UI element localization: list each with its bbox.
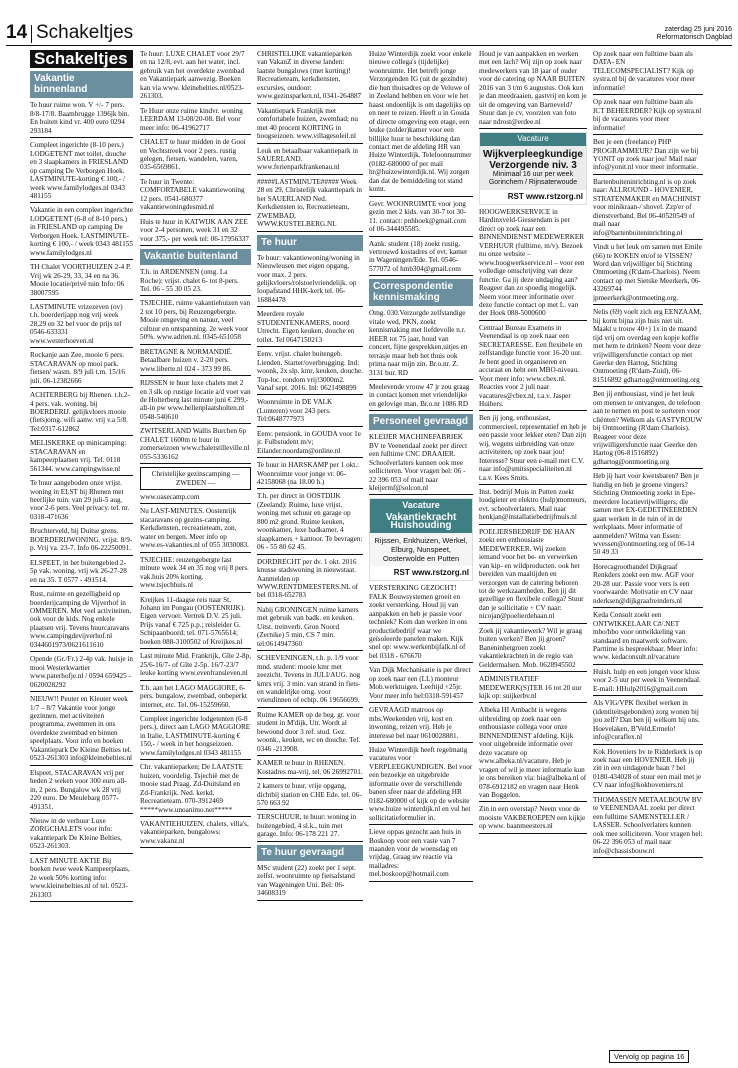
ad-text: Huish. hulp en een jongen voor kluss voor 2-5 uur per week in Veenendaal. E-mail: HHulp2016@gmail.com <box>593 667 701 693</box>
classified-ad <box>257 461 363 489</box>
classified-ad <box>30 857 133 902</box>
banner-wijk-region: Gorinchem / Rijnsaterwoude <box>488 178 578 186</box>
classified-ad <box>140 715 251 760</box>
classified-ad <box>593 796 703 858</box>
classified-ad <box>479 50 587 129</box>
ads-col4-c <box>369 433 473 495</box>
ad-text: KAMER te huur in RHENEN. Kostadres ma-vrij, tel. 06 26992701. <box>257 759 363 776</box>
classified-ad <box>593 178 703 240</box>
ad-text: Zin in een overstap? Neem voor de mooiste VAKBEROEPEN een kijkje op www. baanmeesters.nl <box>479 805 586 831</box>
classified-ad <box>593 138 703 175</box>
ads-col3-a <box>257 50 363 232</box>
classified-ad <box>257 558 363 603</box>
ad-text: Te Huur onze ruime kindvr. woning LEERDAM 13-08/20-08. Bel voor meer info: 06-41962717 <box>140 106 243 132</box>
classified-ad <box>257 107 363 144</box>
ad-text: Inst. bedrijf Muis in Putten zoekt loodgieter en elektro (hulp)monteurs, evt. schoolverlaters. Mail naar henkjan@installatiebedrijfmuis.nl <box>479 488 587 522</box>
ad-text: DORDRECHT per dv. 1 okt. 2016 knusse stadswoning in nieuwstaat. Aanmelden op WWW.RENTDMEESTERS.NL of bel 0318-652783 <box>257 557 359 600</box>
classified-ad <box>140 50 251 104</box>
classified-ad <box>479 414 587 485</box>
category-te-huur: Te huur <box>257 235 363 251</box>
classified-ad <box>140 684 251 712</box>
classified-ad <box>30 439 133 476</box>
section-title: Schakeltjes <box>36 22 134 43</box>
ad-text: T.h. in ARDENNEN (omg. La Roche): vrijst. chalet 6- tot 8-pers. Tel. 06 - 55 30 05 23. <box>140 268 239 293</box>
classified-ad <box>257 50 363 104</box>
ad-text: KLEIJER MACHINEFABRIEK BV te Veenendaal zoekt per direct een fulltime CNC DRAAIER. Schoolverlaters kunnen ook mee solliciteren. Voor vragen bel: 06 - 22 396 053 of mail naar kleijermf@solcon.nl <box>369 433 468 493</box>
ad-text: GEVRAAGD matroos op mbs.Weekenden vrij, kost en inwoning, reizen vrij. Heb je interesse bel naar 0610028881. <box>369 706 459 740</box>
banner-wijk-body <box>480 146 586 190</box>
classified-ad <box>30 590 133 652</box>
ad-text: Eenv. vrijst. chalet buitengeb. Lienden. Starter/overbrugging. Ind: woonk, 2x slp. kmr, keuken, douche. Top-loc. rondom vrij!3000m2. Vanaf sept. 2016. Inl: 0621498899 <box>257 350 363 392</box>
ad-text: Bartenbuiteninrichting.nl is op zoek naar: ALLROUND - HOVENIER, STRATENMAKER en MACHINIST voor minikraan-/ shovel. Zzp'er of dienstverband. Bel 06-40520549 of mail naar info@bartenbuiteninrichting.nl <box>593 177 701 237</box>
classified-ad <box>257 711 363 756</box>
ad-text: ELSPEET, in het buitengebied 2-5p vak. woning. vrij wk 26-27-28 en na 35. T 0577 - 491514. <box>30 558 127 584</box>
classified-ad <box>140 379 251 424</box>
classified-ad <box>479 324 587 412</box>
ad-text: SCHEVENINGEN, t.h. p. 1/9 voor mnd. student: mooie kmr met zeezicht. Tevens in JULI/AUG. nog kmrs vrij. 3 min. van strand in fiets- en wandelrijke omg. voor vriendinnen of echtp. 06 19656699. <box>257 654 361 705</box>
classified-ad <box>593 611 703 665</box>
ad-text: NIEUW!! Peuter en Kleuter week 1/7 – 8/7 Vakantie voor jonge gezinnen. met activiteiten programma, zwemmen in ons overdekte zwembad en binnen speelplaats. Voor info en boeken Vakantiepark De Kleine Belties tel. 0523-261303 info@kleinebelties.nl <box>30 695 133 763</box>
ad-text: ACHTERBERG bij Rhenen. t.h.2-4 pers. vak. woning. bij BOERDERIJ. gelijkvloers mooie (fiets)omg. wifi aanw. vrij v.a 5/8. Tel:0317-612862 <box>30 391 130 433</box>
ad-text: TERSCHUUR, te huur: woning in buitengebied, 4 sl.k., tuin met garage. Info: 06-178 221 27. <box>257 813 357 839</box>
banner-wijk-sub: Minimaal 16 uur per week <box>492 170 574 178</box>
ad-text: LAST MINUTE AKTIE Bij boeken twee week Kampeerplaats, 2e week 50% korting info: www.kleinebelties.nl of tel. 0523-261303 <box>30 856 130 899</box>
classified-ad <box>369 240 473 277</box>
banner-url: www.rstzorg.nl <box>411 567 469 577</box>
ads-col3-c <box>257 864 363 901</box>
classified-ad <box>30 479 133 524</box>
ad-text: TSJECHIE: reuzengebergte last minute week 34 en 35 nog vrij 8 pers. vak.huis 20% korting. www.tsjechhuis.nl <box>140 555 249 590</box>
ad-text: LASTMINUTE vrizezeven (ov) t.h. boerderijapp nog vrij week 28,29 en 32 bel voor de prijs tel 0546-633331 www.westerhoeven.nl <box>30 302 123 345</box>
ad-text: T.h. per direct in OOSTDIJK (Zeeland): Ruime, luxe vrijst. woning met schuur en garage op 800 m2 grond. Ruime keuken, woonkamer, luxe badkamer, 4 slaapkamers + kantoor. Te bevragen: 06 - 55 80 62 45. <box>257 492 363 552</box>
banner-url: www.rstzorg.nl <box>525 191 583 201</box>
classified-ad <box>369 50 473 197</box>
ad-text: Ben jij enthousiast, vind je het leuk om mensen te ontvangen, de telefoon aan te nemen en post te sorteren voor cliënten? Welkom als GASTVROUW bij Ontmoeting (R'dam Charlois). Reageer voor deze vrijwilligersfunctie naar Geerke den Hartog (06-81516892) gdhartog@ontmoeting.org <box>593 390 703 466</box>
classified-ad <box>593 243 703 305</box>
ad-text: Te huur ruime won. V +/- 7 pers. 8/8-17/8. Baambrugge 1396jk bin. En buiten kind vr. 400 euro 0294 293184 <box>30 101 130 135</box>
ad-text: Te huur: LUXE CHALET voor 29/7 en na 12/8, evt. aan het water, incl. gebruik van het overdekte zwembad en Vakantiepark aanwezig. Boeken kan via www. kleinebelties.nl/0523-261303. <box>140 50 245 101</box>
ad-text: Op zoek naar een fulltime baan als ICT BEHEERDER? Kijk op systra.nl bij de vacatures voor meer informatie! <box>593 98 702 132</box>
category-label: Vakantie buitenland <box>144 251 238 263</box>
ads-col6 <box>593 50 703 858</box>
classified-ad <box>369 383 473 411</box>
classified-ad <box>140 596 251 650</box>
classified-ad <box>479 627 587 672</box>
classified-ad <box>479 528 587 624</box>
rst-logo-text: RST <box>393 567 410 577</box>
classified-ad <box>593 308 703 387</box>
banner-rst-logo <box>370 566 472 580</box>
classified-ad <box>479 208 587 321</box>
classified-ad <box>593 668 703 696</box>
ad-text: BRETAGNE & NORMANDIË. Betaalbare huizen v. 2-20 pers. www.liberte.nl 024 - 373 99 86. <box>140 347 233 373</box>
classified-ad <box>30 769 133 814</box>
ad-text: Heb jij hart voor kwetsbaren? Ben je handig en heb je groene vingers? Stichting Ontmoeting zoekt in Epe-meerdere locatievrijwilligers, die samen met EX-GEDETINEERDEN gaan werken in de tuin of in de werkplaats. Meer informatie of aanmelden? Wilma van Essen: wvessen@ontmoeting.org of 06-14 50 49 33 <box>593 472 699 557</box>
ad-text: Compleet ingerichte (8-10 pers.) LODGETENT met toilet, douche en 3 slaapkamers in FRIESLAND op camping De Verborgen Hoek. LASTMINUTE-korting € 100,- / week www.familylodges.nl 0343 481155 <box>30 141 129 200</box>
ad-text: ZWITSERLAND Wallis Burchen 6p CHALET 1600m te huur in zomerseizoen www.chaletstilleville.nl 055-5336162 <box>140 427 250 461</box>
ad-text: Omg. 030.Verzorgde zelfstandige vitale wed, PKN, zoekt kennismaking met liefdevolle n.r. HEER tot 75 jaar, houd van concert, fijne gesprekken,uitjes en terrasje maar heb het thuis ook prima naar mijn zin. Br.o.nr. Z. 3131 bur. RD <box>369 309 468 377</box>
ad-text: Te huur aangeboden onze vrijst. woning in ELST bij Rhenen met heerlijke tuin. van 29 juli-5 aug. voor 2-6 pers. Veel privacy. tel. nr. 0318-471636 <box>30 479 130 521</box>
column-4 <box>369 50 473 1062</box>
ads-col1 <box>30 101 133 902</box>
ad-text: TH Chalet VOORTHUIZEN 2-4 P. Vrij wk 26-29, 33, 34 en na 36. Mooie locatie/privé tuin Info: 06 38007595 <box>30 263 132 297</box>
classified-ad <box>140 652 251 680</box>
page-header <box>0 0 738 46</box>
classified-ad <box>593 699 703 744</box>
ad-text: Huize Winterdijk heeft regelmatig vacatures voor VERPLEEGKUNDIGEN. Bel voor een bezoekje en uitgebreide informatie over de verschillende banen sfeer naar de afdeling HR 0182-680000 of kijk op de website www.huize winterdijk.nl en vul het sollicitatieformulier in. <box>369 746 473 822</box>
classified-ad <box>479 706 587 802</box>
wijkverpleegkundige-banner[interactable] <box>479 132 587 205</box>
ad-text: Albeka HI Ambacht is wegens uitbreiding op zoek naar een enthousiaste collega voor onze BINNENDIENST afdeling. Kijk voor uitgebreide informatie over deze vacature op www.albeka.nl/vacature. Heb je vragen of wil je meer informatie kun je ons bereiken via: hia@albeka.nl of 078-6912182 en vragen naar Henk van Boggelen. <box>479 706 587 799</box>
ad-text: Bruchterveld, bij Duitse grens. BOERDERIJWONING. vrijst. 8/9-p. Vrij va. 23-7. Info 06-22250091. <box>30 527 133 553</box>
classified-ad <box>257 759 363 779</box>
header-date-block <box>657 26 732 42</box>
classified-ad <box>30 817 133 854</box>
classified-ad <box>593 98 703 135</box>
classified-ad <box>369 433 473 495</box>
ad-text: Chr. vakantieparken; De LAATSTE huizen, voordelig. Tsjechië met de mooie stad Praag. Zd-Duitsland en Zd-Frankrijk. Ned. kerkd. Recreatieteam. 070-3912469 *****www.unoanimo.net***** <box>140 763 243 814</box>
classified-ad <box>30 527 133 555</box>
classified-ad <box>30 303 133 348</box>
ad-text: Compleet ingerichte lodgetenten (6-8 pers.), direct aan LAGO MAGGIORE in Italie, LASTMINUTE-korting € 150,- / week in het hoogseizoen. www.familylodges.nl 0343 481155 <box>140 715 251 757</box>
ad-text: Kreijkes 11-daagse reis naar St. Johann im Pongau (OOSTENRIJK). Eigen vervoer. Vertrek D.V. 25 juli. Prijs vanaf € 725 p.p.; reisleider G. Schipaanboord; tel. 071-5765614; boeken 088-3100502 of Kreijkes.nl <box>140 595 246 646</box>
ad-text: Huize Winterdijk zoekt voor enkele nieuwe collega's (tijdelijke) woonruimte. Het betreft jonge Verzorgenden IG (uit de gezindte) die hun thuisadres op de Veluwe of in Zeeland hebben en voor wie het haast ondoenlijk is om dagelijks op en neer te reizen. Heeft u in Gouda of directe omgeving een etage, een leuke (zolder)kamer voor een billijke huur te beschikking dan contact met de afdeling HR van Huize Winterdijk. Telefoonnummer (0182-680000 of per mail hr@huizewinterdijk.nl. Wij zorgen dan dat de bemiddeling tot stand komt. <box>369 50 472 194</box>
classified-ad <box>30 206 133 260</box>
ad-text: Gevr. WOONRUIMTE voor jong gezin met 2 kids. van 30-7 tot 30-11. contact: pnhhoek@gmail.com of 06-344495585. <box>369 199 467 234</box>
ad-text: CHALET te huur midden in de Gooi en Vechtstreek voor 2 pers. rustig gelegen, fietsen, wandelen, varen, 035-6569861. <box>140 138 246 172</box>
column-3 <box>257 50 363 1062</box>
classified-ad <box>140 763 251 817</box>
ad-text: ADMINISTRATIEF MEDEWERK(S)TER 16 tot 20 uur kijk op: suijkerbv.nl <box>479 675 582 700</box>
ad-text: Vakantiepark Frankrijk met comfortabele huizen, zwembad; nu met 40 procent KORTING in hoogseizoen. www.villagesoleil.nl <box>257 106 358 141</box>
page-number: 14 <box>6 22 28 43</box>
classified-ad <box>140 427 251 464</box>
banner-vakantiekracht-title: Vakantiekracht Huishouding <box>370 512 472 533</box>
classified-ad <box>30 695 133 766</box>
ad-text: Aank. student (18) zoekt rustig, vertrouwd kostadres of evt. kamer in Wageningen/Ede. Tel. 0546-577072 of hmb304@gmail.com <box>369 239 468 273</box>
ads-col2-b <box>140 268 251 464</box>
classified-ad <box>257 813 363 841</box>
ad-text: Te huur in Twente: COMFORTABELE vakantiewoning 12 pers. 0541-680377 vakantiewoningdesmid.nl <box>140 177 245 212</box>
classified-ad <box>257 147 363 175</box>
category-vakantie-buitenland <box>140 249 251 265</box>
classified-ad <box>30 263 133 300</box>
ads-col2-c <box>140 493 251 848</box>
classified-ad <box>257 654 363 708</box>
ads-col2-a <box>140 50 251 246</box>
ad-text: Opende (Gr./Fr.) 2-4p vak. huisje in mooi Westerkwartier www.paterhofje.nl / 0594 659425 - 0620028292 <box>30 655 133 689</box>
ad-text: Ruime KAMER op de beg. gr. voor student in M'dijk, Utr. Wordt al bewoond door 3 ref. stud. Gez. woonk., keuken, wc en douche. Tel. 0346 -213908. <box>257 710 361 753</box>
classified-ad <box>30 101 133 138</box>
classified-ad <box>140 507 251 552</box>
ad-text: Keda Consult zoekt een ONTWIKKELAAR C#/.NET mbo/hbo voor ontwikkeling van standaard en maatwerk software. Parttime is bespreekbaar. Meer info: www. kedaconsult.nl/vacature <box>593 611 698 662</box>
classified-ad <box>257 398 363 426</box>
ad-text: CHRISTELIJKE vakantieparken van VakanZ in diverse landen: laatste bungalows (met korting)! Recreatieteam, kerkdiensten, excursies, outdoor: www.gezinsparken.nl, 0341-264887 <box>257 50 362 101</box>
ads-col4-b <box>369 309 473 411</box>
ads-col4-d <box>369 584 473 882</box>
ad-text: Nelis (69) voelt zich erg EENZAAM, hij komt bijna zijn huis niet uit. Maakt u trouw 40+) 1x in de maand tijd vrij om overdag een kopje koffie met hem te drinken? Neem voor deze vrijwilligersfunctie contact op met Geerke den Hartog, Stichting Ontmoeting (R'dam-Zuid), 06-81516892 gdhartog@ontmoeting.org <box>593 308 702 384</box>
classified-ad <box>593 748 703 793</box>
classified-ad <box>369 828 473 882</box>
ad-text: VAKANTIEHUIZEN, chalets, villa's, vakantieparken, bungalows: www.vakanz.nl <box>140 819 249 845</box>
banner-vacature-label: Vacature <box>370 499 472 511</box>
ad-text: Woonruimte in DE VALK (Lunteren) voor 243 pers. Tel:0648777973 <box>257 398 333 424</box>
banner-vacature-label: Vacature <box>480 133 586 145</box>
ad-text: MELISKERKE op minicamping: STACARAVAN en kampeerplaatsen vrij. Tel. 0118 561344. www.campingwisse.nl <box>30 439 127 473</box>
issue-date: zaterdag 25 juni 2016 <box>664 26 732 33</box>
ad-text: Van Dijk Mechanisatie is per direct op zoek naar een (LL) monteur Mob.werktuigen. Leeftijd +25jr. Voor meer info bel:0318-591457 <box>369 666 471 700</box>
ad-text: Centraal Bureau Examens in Veenendaal is op zoek naar een SECRETARESSE. Een flexibele en zelfstandige functie voor 16-20 uur. Je bent goed in organiseren en accuraat en hebt een MBO-niveau. Voor meer info: www.cbex.nl. Reacties voor 2 juli naar vacatures@cbex.nl, t.a.v. Jasper Huibers. <box>479 323 583 408</box>
ad-text: Nu LAST-MINUTES. Oostenrijk stacaravans op gezins-camping. Kerkdiensten, recreatieteam, zon, water en bergen. Meer info op www.es-vakanties.nl of 055 3030083. <box>140 507 249 550</box>
classified-ad <box>257 782 363 810</box>
header-divider <box>31 25 32 43</box>
classified-ad <box>369 746 473 825</box>
classified-ad <box>369 584 473 663</box>
classified-ad <box>593 563 703 608</box>
ads-col5-b <box>479 208 587 834</box>
ad-text: T.h. aan het LAGO MAGGIORE, 6-pers. bungalow, zwembad, onbeperkt internet, etc. Tel. 06-15259660. <box>140 683 247 709</box>
ads-col5-a <box>479 50 587 129</box>
classified-ad <box>140 820 251 848</box>
ad-text: Als VIG/VPK flexibel werken in (identiteitsgebonden) zorg wonen bij jou zelf? Dan ben jij welkom bij ons. Hoevelaken, B'Veld,Ermelo! info@curaflex.nl <box>593 699 700 742</box>
classified-ad <box>257 178 363 232</box>
ad-text: Meelevende vrouw 47 jr zou graag in contact komen met vriendelijke en gelovige man. Br.o.nr 1086 RD <box>369 382 470 408</box>
ad-text: Eenv. pensionk. in GOUDA voor 1e jr. Fulbstudent m/v; Eilander.noordam@online.nl <box>257 429 361 455</box>
banner-wijk-title: Wijkverpleegkundige Verzorgende niv. 3 <box>483 148 583 171</box>
ad-text: Vakantie in een compleet ingerichte LODGETENT (6-8 of 8-10 pers.) in FRIESLAND op camping De Verborgen Hoek. LASTMINUTE-korting € 100,- / week 0343 481155 www.familylodges.nl <box>30 206 133 257</box>
ad-text: Lieve oppas gezocht aan huis in Boskoop voor een vaste van 7 maanden voor de woensdag en vrijdag. Graag uw reactie via mailadres: mel.boskoop@hotmail.com <box>369 828 462 879</box>
gezinscamping-box <box>140 467 251 490</box>
classified-ad <box>140 218 251 246</box>
ad-text: VERSTERKING GEZOCHT! FALK Bouwsystemen groeit en zoekt versterking. Houd jij van aanpakken en heb je passie voor techniek? Kom dan werken in ons productiebedrijf waar we geïsoleerde panelen maken. Kijk snel op: www.werkenbijfalk.nl of bel 0318 - 676670 <box>369 584 467 660</box>
classified-ad <box>369 200 473 237</box>
classified-ad <box>140 348 251 376</box>
category-personeel-gevraagd: Personeel gevraagd <box>369 414 473 430</box>
classified-ad <box>257 430 363 458</box>
banner-rst-logo <box>480 190 586 204</box>
classified-ad <box>140 138 251 175</box>
column-2 <box>140 50 251 1062</box>
column-1 <box>30 50 133 1062</box>
header-rule <box>6 45 732 46</box>
ad-text: TSJECHIE, ruime vakantiehuizen van 2 tot 10 pers, bij Reuzengebergte. Mooie omgeving en natuur, veel cultuur en ontspanning. 2e week voor 50%. www.adrien.nl. 0345-651058 <box>140 299 251 342</box>
classified-ad <box>593 390 703 469</box>
category-te-huur-gevraagd: Te huur gevraagd <box>257 845 363 861</box>
ads-col4-a <box>369 50 473 276</box>
classified-ad <box>140 178 251 215</box>
ad-text: Huis te huur in KATWIJK AAN ZEE voor 2-4 personen, week 31 en 32 voor 375,- per week tel: 06-17956337 <box>140 217 249 243</box>
ad-text: Leuk en betaalbaar vakantiepark in SAUERLAND. www.ferienparkfrankenau.nl <box>257 146 358 172</box>
classified-ad <box>257 310 363 347</box>
classified-ad <box>479 805 587 833</box>
ad-text: MSc student (22) zoekt per 1 sept. zelfst. woonruimte op fietsafstand van Wageningen Uni. Bel: 06-34608319 <box>257 863 356 898</box>
ad-text: Te huur: vakantiewoning/woning in Nieuwleusen met eigen opgang, voor max. 2 pers. gelijkvloers/rolstoelvriendelijk. op loopafstand HHK-kerk tel. 06-16884478 <box>257 253 360 304</box>
ad-text: Zoek jij vakantiewerk? Wil je graag buiten werken? Ben jij groen? Baneninhetgroen zoekt vakantiekrachten in de regio van Geldermalsen. Mob. 0628945502 <box>479 626 583 669</box>
ad-text: Horecagroothandel Dijkgraaf Renkders zoekt een mw. AGF voor 20-28 uur. Passie voor vers is een voorwaarde: Motivatie en CV naar nderksen@dijkgraafreinders.nl <box>593 562 694 605</box>
classified-ad <box>257 864 363 901</box>
ad-text: Nabij GRONINGEN ruime kamers met gebruik van badk. en keuken. Uitst. treinverb. Gron Noord (Zernike) 5 min, CS 7 min. tel:0614947360 <box>257 605 359 648</box>
gezinscamping-title: Christelijke gezinscamping — ZWEDEN — <box>151 470 240 487</box>
ad-text: Elspeet, STACARAVAN vrij per heden 2 weken voor 300 euro all-in, 2 pers. Bungalow wk 28 vrij 220 euro. De Meulebarg 0577-491351. <box>30 768 127 811</box>
ad-text: Nieuw in de verhuur Luxe ZORGCHALETS voor info: vakantiepark De Kleine Belties, 0523-261303. <box>30 816 122 851</box>
ad-text: POELIERSBEDRIJF DE HAAN zoekt een enthousiaste MEDEWERKER. Wij zoeken iemand voor het be- en verwerken van kip- en wildproducten. ook het bereiden van maaltijden en verzorgen van de catering behoren tot de werkzaamheden. Ben jij dit gezellige en flexibele collega? Stuur dan je sollicitatie + CV naar: nicojan@poelierdehaan.nl <box>479 527 584 621</box>
classified-ad <box>30 141 133 203</box>
classified-ad <box>369 666 473 703</box>
classified-ad <box>257 606 363 651</box>
ad-text: 2 kamers te huur, vrije opgang, dichtbij station en CHE Ede. tel. 06-570 663 92 <box>257 782 362 807</box>
ad-text: Vindt u het leuk om samen met Emile (66) te KOKEN en/of te VISSEN? Word dan vrijwilliger bij Stichting Ontmoeting (R'dam-Charlois). Neem contact op met Sietske Meerkerk, 06-43269744 jpmeerkerk@ontmoeting.org. <box>593 243 702 302</box>
ad-text: Rust, ruimte en gezelligheid op boerderijcamping de Vijverhof in OMMEREN. Met veel activiteiten, ook voor de kids. Nog enkele plaatsen vrij. Tevens huurcaravans www.campingdevijverhof.nl 0344601973/0621611610 <box>30 590 132 649</box>
classified-ad <box>369 706 473 743</box>
ad-text: RIJSSEN te huur luxe chalets met 2 en 3 slk op rustige locatie a/d voet van de Holterberg last minute juni € 299,- all-in pw www.hellenplaatsholten.nl 0548-540610 <box>140 379 251 421</box>
classified-ad <box>369 309 473 380</box>
classified-ad <box>257 492 363 554</box>
classified-ad <box>257 254 363 308</box>
classified-ad <box>593 472 703 560</box>
continued-on-page[interactable]: Vervolg op pagina 16 <box>609 1050 689 1063</box>
ads-col3-b <box>257 254 363 842</box>
classified-ad <box>140 107 251 135</box>
column-6 <box>593 50 703 1062</box>
classified-ad <box>257 350 363 395</box>
classified-ad <box>140 299 251 344</box>
classified-ad <box>30 655 133 692</box>
banner-vakantiekracht-places: Rijssen, Enkhuizen, Werkel, Elburg, Nunspeet, Oosterwolde en Putten <box>370 533 472 566</box>
ad-text: #####LASTMINUTE##### Week 28 en 29, Christelijk vakantiepark in het SAUERLAND Ned. Kerkdiensten io, Recreatieteam, ZWEMBAD, WWW.KUSTELBERG.NL <box>257 177 362 229</box>
vakantiekracht-banner[interactable] <box>369 498 473 581</box>
classified-ad <box>593 50 703 95</box>
ad-text: Kok Hoveniers bv te Ridderkerk is op zoek naar een HOVENIER. Heb jij zin in een uitdagende baan ? bel 0180-434028 of stuur een mail met je CV naar info@kokhoveniers.nl <box>593 747 703 790</box>
classified-ad <box>140 268 251 296</box>
masthead: Schakeltjes <box>30 50 133 68</box>
classified-ad <box>30 351 133 388</box>
ad-text: Rockanje aan Zee, mooie 6 pers. STACARAVAN op mooi park. fietsen/ wasm. 8/9 juli t.m. 15/16 juli. 06-12382666 <box>30 351 126 385</box>
ad-text: Ben je een (freelance) PHP PROGRAMMEUR? Dan zijn we bij YONIT op zoek naar jou! Mail naar info@yonit.nl voor meer informatie. <box>593 138 699 172</box>
ad-text: Ben jij jong, enthousiast, commercieel, representatief en heb je een passie voor lekker eten? Dan zijn wij, wegens uitbreiding van onze activiteiten, op zoek naar jou! Interesse? Stuur een e-mail met C.V. naar info@smitsspecialiteiten.nl t.a.v. Kees Smits. <box>479 414 587 482</box>
classified-ad <box>30 391 133 436</box>
classified-ad <box>140 493 251 504</box>
classified-ad <box>140 556 251 593</box>
paper-name: Reformatorisch Dagblad <box>656 34 732 41</box>
ad-text: Op zoek naar een fulltime baan als DATA- EN TELECOMSPECIALIST? Kijk op systra.nl bij de vacatures voor meer informatie! <box>593 50 696 92</box>
classified-ad <box>479 675 587 703</box>
ad-text: THOMASSEN METAALBOUW BV te VEENENDAAL zoekt per direct een fulltime SAMENSTELLER / LASSER. Schoolverlaters kunnen ook mee solliciteren. Voor vragen bel: 06-22 396 053 of mail naar info@chassisbouw.nl <box>593 795 703 855</box>
rst-logo-text: RST <box>507 191 524 201</box>
classified-ad <box>479 488 587 525</box>
ad-text: Meerdere royale STUDENTENKAMERS, noord Utrecht. Eigen keuken, douche en toilet. Tel 0647150213 <box>257 310 355 344</box>
ad-text: Last minute Mid. Frankrijk, Gîte 2-8p, 25/6-16/7- of Gîte 2-5p. 16/7-23/7 leuke korting www.evenfransleven.nl <box>140 652 251 678</box>
category-correspondentie: Correspondentie kennismaking <box>369 279 473 306</box>
ad-text: HOOGWERKSERVICE in Hardinxveld-Giessendam is per direct op zoek naar een BINNENDIENST MEDEWERKER VERHUUR (fulltime, m/v). Bezoek nu onze website – www.hoogwerkservice.nl – voor een volledige omschrijving van deze functie. Ga jij deze uitdaging aan? Reageer dan zo spoedig mogelijk. Neem voor meer informatie over deze functie contact op met L. van der Hoek 088-5000600 <box>479 207 585 318</box>
category-vakantie-binnenland: Vakantie binnenland <box>30 71 133 98</box>
ad-text: Houd je van aanpakken en werken met een lach? Wij zijn op zoek naar medewerkers van 18 jaar of ouder voor de catering op NAAR BUITEN 2016 van 3 t/m 6 augustus. Ook kun je dan meedraaien, gastvrij en kom je uit de omgeving van Barneveld? Stuur dan je cv, voorzien van foto naar ndrost@erdee.nl <box>479 50 587 126</box>
column-5 <box>479 50 587 1062</box>
ad-text: www.oasecamp.com <box>140 493 200 502</box>
classified-ad <box>30 559 133 587</box>
ad-text: Te huur in HARSKAMP per 1 okt.: Woonruimte voor jonge vr. 06-42158068 (na 18.00 h.) <box>257 461 360 487</box>
